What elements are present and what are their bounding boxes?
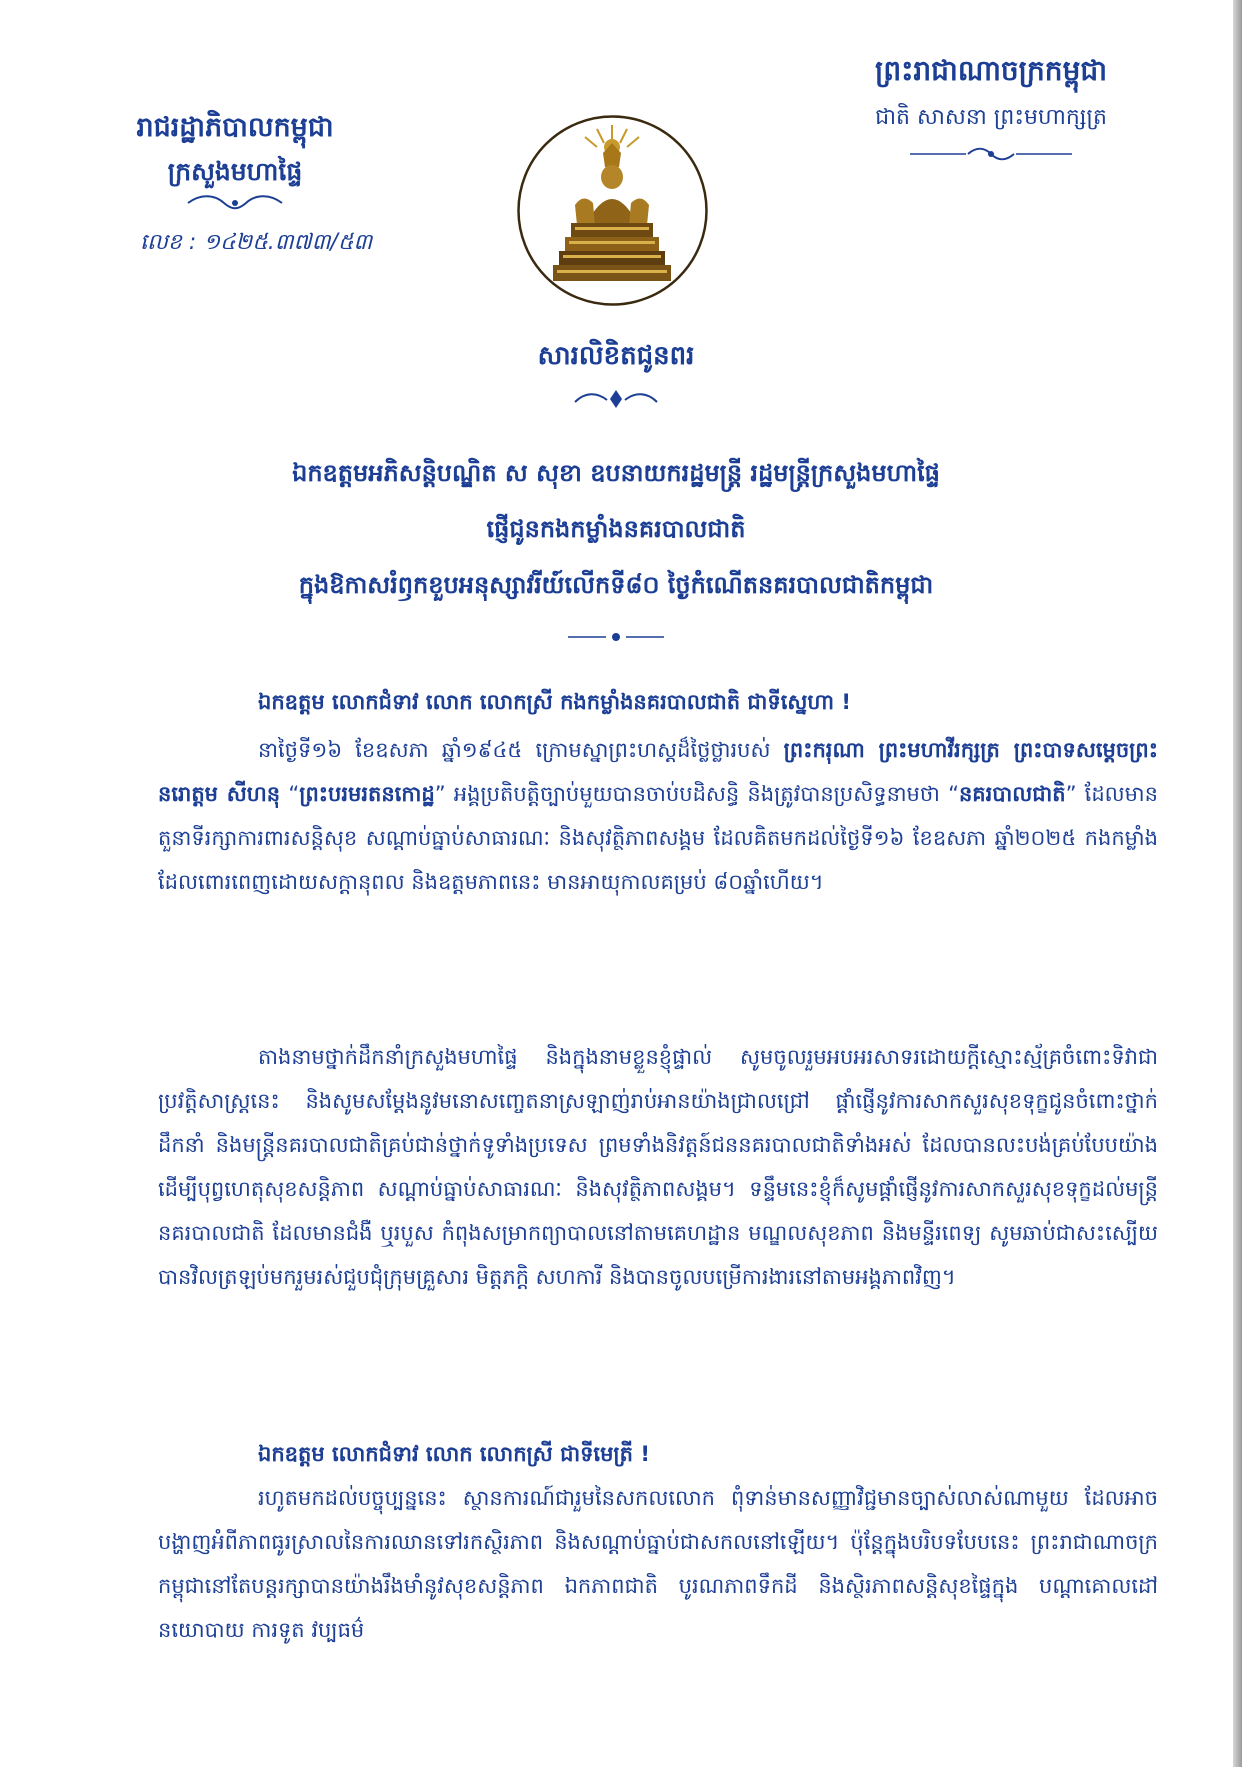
salutation-1: ឯកឧត្តម លោកជំទាវ លោក លោកស្រី កងកម្លាំងនគរបាលជាតិ ជាទីស្នេហា ! (258, 690, 851, 714)
paragraph-1-national-police-term: នគរបាលជាតិ (958, 782, 1066, 806)
page-edge-shadow (1233, 0, 1242, 1767)
title-ornament-icon (571, 388, 661, 410)
paragraph-1-title-term: ព្រះបរមរតនកោដ្ឋ (299, 782, 435, 806)
salutation-2: ឯកឧត្តម លោកជំទាវ លោក លោកស្រី ជាទីមេត្រី ! (258, 1442, 650, 1466)
paragraph-2: តាងនាមថ្នាក់ដឹកនាំក្រសួងមហាផ្ទៃ និងក្នុងនាមខ្លួនខ្ញុំផ្ទាល់ សូមចូលរួមអបអរសាទរដោយក្ដីស្មោះស្ម័គ្រចំពោះទិវាជាប្រវត្តិសាស្ត្រនេះ និងសូមសម្ដែងនូវមនោសញ្ចេតនាស្រឡាញ់រាប់អានយ៉ាងជ្រាលជ្រៅ ផ្ដាំផ្ញើនូវការសាកសួរសុខទុក្ខជូនចំពោះថ្នាក់ដឹកនាំ និងមន្ត្រីនគរបាលជាតិគ្រប់ជាន់ថ្នាក់ទូទាំងប្រទេស ព្រមទាំងនិវត្តន៍ជននគរបាលជាតិទាំងអស់ ដែលបានលះបង់គ្រប់បែបយ៉ាងដើម្បីបុព្វហេតុសុខសន្ដិភាព សណ្ដាប់ធ្នាប់សាធារណៈ និងសុវត្ថិភាពសង្គម។ ទន្ទឹមនេះខ្ញុំក៏សូមផ្ដាំផ្ញើនូវការសាកសួរសុខទុក្ខដល់មន្ត្រីនគរបាលជាតិ ដែលមានជំងឺ ឬរបួស កំពុងសម្រាកព្យាបាលនៅតាមគេហដ្ឋាន មណ្ឌលសុខភាព និងមន្ទីរពេទ្យ សូមឆាប់ជាសះស្បើយ បានវិលត្រឡប់មករួមរស់ជួបជុំក្រុមគ្រួសារ មិត្តភក្ដិ សហការី និងបានចូលបម្រើការងារនៅតាមអង្គភាពវិញ។ (158, 1045, 1158, 1289)
heading-line-1: ឯកឧត្តមអភិសន្តិបណ្ឌិត ស សុខា ឧបនាយករដ្ឋមន្ត្រី រដ្ឋមន្ត្រីក្រសួងមហាផ្ទៃ (292, 459, 940, 487)
paragraph-1-king-name: ព្រះករុណា ព្រះមហាវីរក្សត្រ ព្រះបាទសម្ដេចព្រះ នរោត្តម សីហនុ (158, 738, 1158, 806)
kingdom-name: ព្រះរាជាណាចក្រកម្ពុជា (874, 54, 1107, 87)
paragraph-1-text-g: ” ដែលមានតួនាទីរក្សាការពារសន្ដិសុខ សណ្ដាប់ធ្នាប់សាធារណៈ និងសុវត្ថិភាពសង្គម ដែលគិតមកដល់ថ្ងៃទី១៦ ខែឧសភា ឆ្នាំ២០២៥ កងកម្លាំងដែលពោរពេញដោយសក្ដានុពល និងឧត្តមភាពនេះ មានអាយុកាលគម្រប់ ៨០ឆ្នាំហើយ។ (158, 782, 1158, 894)
paragraph-1 (158, 728, 1158, 904)
national-motto: ជាតិ សាសនា ព្រះមហាក្សត្រ (875, 105, 1107, 130)
royal-emblem-icon (515, 113, 710, 308)
paragraph-1-text-e: ” អង្គប្រតិបត្តិច្បាប់មួយបានចាប់បដិសន្ធិ និងត្រូវបានប្រសិទ្ធនាមថា “ (434, 782, 959, 806)
left-header (60, 108, 410, 212)
department-name: ក្រសួងមហាផ្ទៃ (167, 157, 303, 186)
left-ornament-icon (180, 194, 290, 212)
ministry-name: រាជរដ្ឋាភិបាលកម្ពុជា (136, 112, 334, 143)
paragraph-1-text-a: នាថ្ងៃទី១៦ ខែឧសភា ឆ្នាំ១៩៤៥ ក្រោមស្នាព្រះហស្ដដ៏ថ្លៃថ្លារបស់ (258, 738, 784, 762)
heading-divider-icon (566, 630, 666, 644)
paragraph-3: រហូតមកដល់បច្ចុប្បន្ននេះ ស្ថានការណ៍ជារួមនៃសកលលោក ពុំទាន់មានសញ្ញាវិជ្ជមានច្បាស់លាស់ណាមួយ ដែលអាចបង្ហាញអំពីភាពធូរស្រាលនៃការឈានទៅរកស្ថិរភាព និងសណ្ដាប់ធ្នាប់ជាសកលនៅឡើយ។ ប៉ុន្តែក្នុងបរិបទបែបនេះ ព្រះរាជាណាចក្រកម្ពុជានៅតែបន្តរក្សាបានយ៉ាងរឹងមាំនូវសុខសន្ដិភាព ឯកភាពជាតិ បូរណភាពទឹកដី និងស្ថិរភាពសន្ដិសុខផ្ទៃក្នុង បណ្ដាគោលដៅនយោបាយ ការទូត វប្បធម៌ (158, 1486, 1158, 1642)
heading-line-2: ផ្ញើជូនកងកម្លាំងនគរបាលជាតិ (486, 515, 746, 543)
heading-line-3: ក្នុងឱកាសរំឭកខួបអនុស្សាវរីយ៍លើកទី៨០ ថ្ងៃកំណើតនគរបាលជាតិកម្ពុជា (298, 571, 934, 599)
right-ornament-icon (906, 146, 1076, 162)
paragraph-1-text-c: “ (280, 782, 300, 806)
right-header (826, 50, 1156, 162)
reference-number (140, 228, 372, 260)
reference-prefix: លេខ : (140, 230, 197, 255)
document-title: សារលិខិតជូនពរ (537, 341, 695, 371)
reference-value: ១៤២៥.៣៧៣/៥៣ (203, 230, 373, 255)
